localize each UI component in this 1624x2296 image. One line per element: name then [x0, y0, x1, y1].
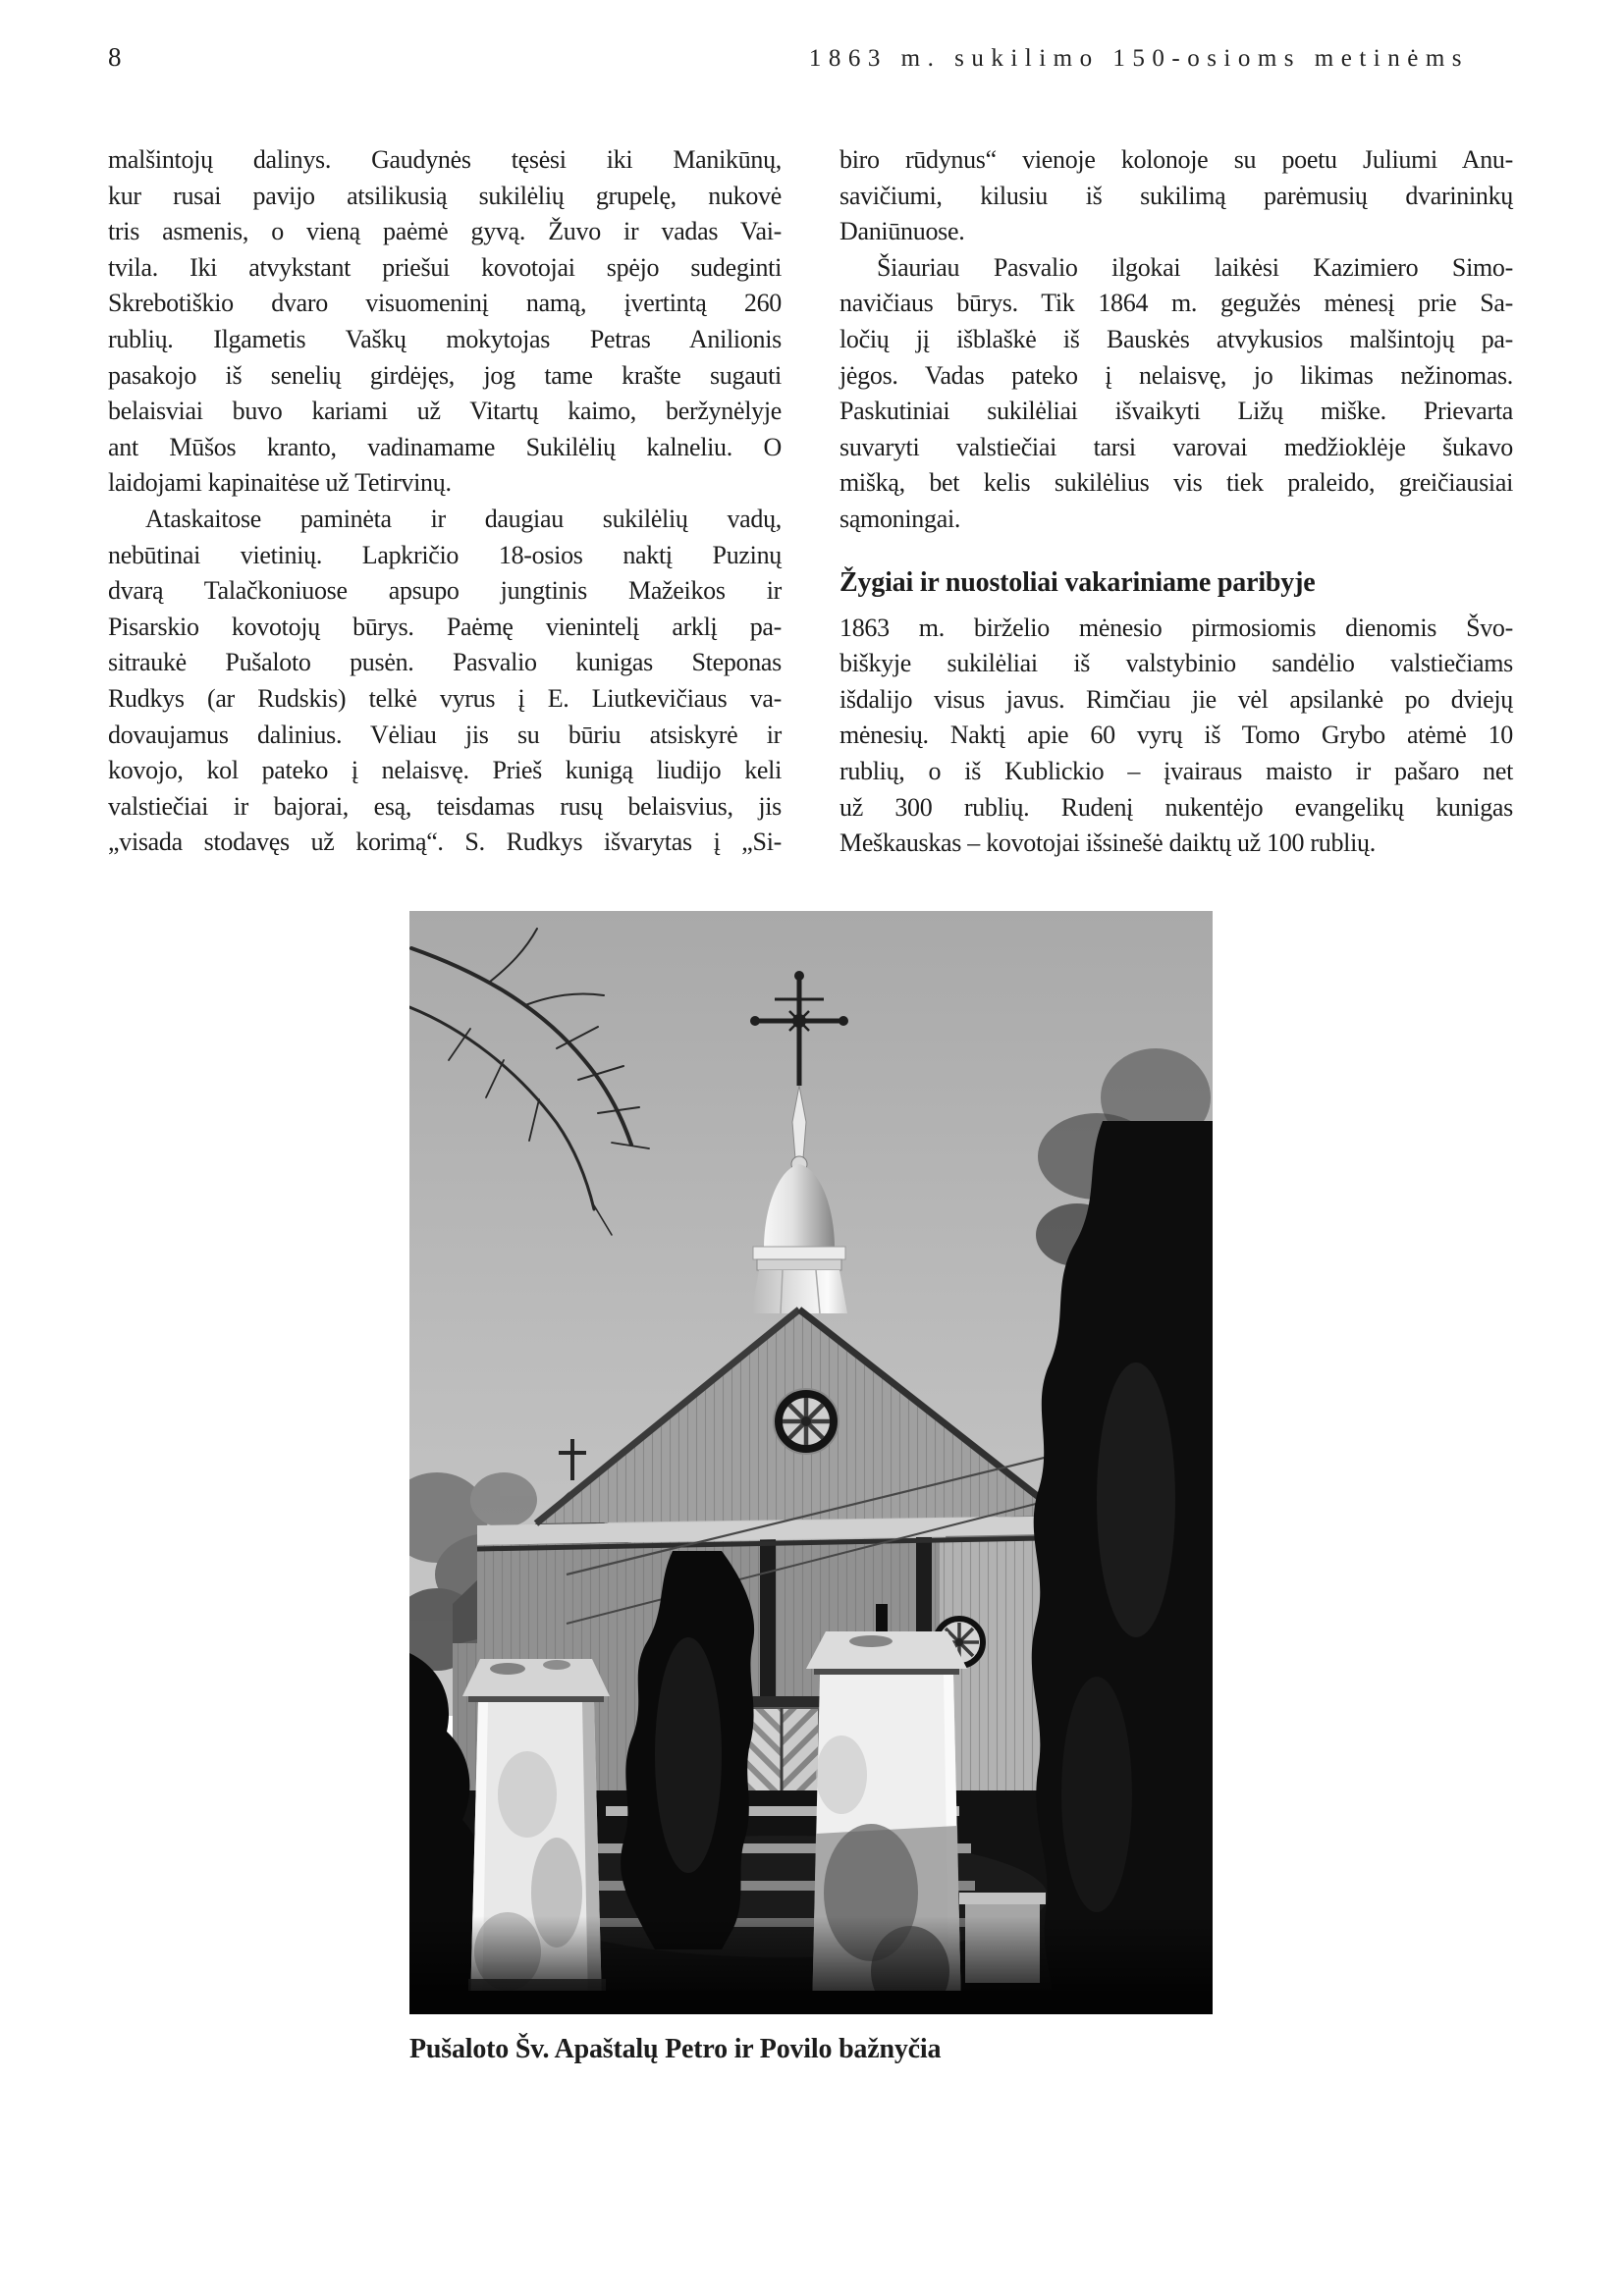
text-line: jėgos. Vadas pateko į nelaisvę, jo likimas nežinomas.: [839, 360, 1513, 390]
conifer-highlight: [655, 1637, 722, 1873]
text-line: valstiečiai ir bajorai, esą, teisdamas rusų belaisvius, jis: [108, 791, 782, 821]
text-line: Meškauskas – kovotojai išsinešė daiktų už 100 rublių.: [839, 828, 1376, 858]
text-line: rublių, o iš Kublickio – įvairaus maisto ir pašaro net: [839, 756, 1513, 785]
text-line: navičiaus būrys. Tik 1864 m. gegužės mėnesį prie Sa-: [839, 289, 1513, 318]
text-line: už 300 rublių. Rudenį nukentėjo evangelikų kunigas: [839, 792, 1513, 822]
text-line: sąmoningai.: [839, 504, 961, 533]
text-line: išdalijo visus javus. Rimčiau jie vėl apsilankė po dviejų: [839, 684, 1513, 714]
text-line: Šiauriau Pasvalio ilgokai laikėsi Kazimiero Simo-: [877, 252, 1513, 282]
text-line: 1863 m. birželio mėnesio pirmosiomis dienomis Švo-: [839, 613, 1513, 642]
text-line: nebūtinai vietinių. Lapkričio 18-osios naktį Puzinų: [108, 540, 782, 569]
text-line: laidojami kapinaitėse už Tetirvinų.: [108, 468, 452, 498]
text-line: Daniūnuose.: [839, 217, 965, 246]
text-line: sitraukė Pušaloto pusėn. Pasvalio kunigas Steponas: [108, 648, 782, 677]
page-number: 8: [108, 42, 122, 72]
rosette-window-upper: [774, 1389, 839, 1454]
text-line: dovaujamus dalinius. Vėliau jis su būriu atsiskyrė ir: [108, 720, 782, 749]
text-line: Pisarskio kovotojų būrys. Paėmę vienintelį arklį pa-: [108, 612, 782, 641]
text-line: mėnesių. Naktį apie 60 vyrų iš Tomo Grybo atėmė 10: [839, 721, 1513, 750]
church-photo-canvas: [409, 911, 1213, 2014]
steeple-drum: [751, 1270, 847, 1313]
text-line: pasakojo iš senelių girdėjęs, jog tame krašte sugauti: [108, 360, 782, 390]
text-line: Rudkys (ar Rudskis) telkė vyrus į E. Liutkevičiaus va-: [108, 683, 782, 713]
church-photo: [409, 911, 1213, 2014]
text-line: tvila. Iki atvykstant priešui kovotojai spėjo sudeginti: [108, 252, 782, 282]
text-line: Ataskaitose paminėta ir daugiau sukilėlių vadų,: [145, 504, 782, 533]
text-line: ločių jį išblaškė iš Bauskės atvykusios malšintojų pa-: [839, 324, 1513, 353]
text-line: ant Mūšos kranto, vadinamame Sukilėlių kalneliu. O: [108, 432, 782, 461]
figure-caption: Pušaloto Šv. Apaštalų Petro ir Povilo bažnyčia: [409, 2034, 942, 2064]
text-line: biškyje sukilėliai iš valstybinio sandėlio valstiečiams: [839, 649, 1513, 678]
text-line: Paskutiniai sukilėliai išvaikyti Ližų miške. Prievarta: [839, 397, 1513, 426]
running-header: 1863 m. sukilimo 150-osioms metinėms: [808, 45, 1469, 72]
text-line: belaisviai buvo kariami už Vitartų kaimo, beržynėlyje: [108, 397, 782, 426]
text-line: „visada stodavęs už korimą“. S. Rudkys išvarytas į „Si-: [108, 828, 782, 857]
text-line: savičiumi, kilusiu iš sukilimą parėmusių dvarininkų: [839, 181, 1513, 210]
text-line: biro rūdynus“ vienoje kolonoje su poetu Juliumi Anu-: [839, 145, 1513, 174]
text-line: Skrebotiškio dvaro visuomeninį namą, įvertintą 260: [108, 289, 782, 318]
left-text-column: [108, 142, 782, 861]
right-text-column: [839, 142, 1513, 862]
text-line: kur rusai pavijo atsilikusią sukilėlių grupelę, nukovė: [108, 181, 782, 210]
section-heading: Žygiai ir nuostoliai vakariniame paribyje: [839, 566, 1316, 598]
text-line: tris asmenis, o vieną paėmė gyvą. Žuvo ir vadas Vai-: [108, 217, 782, 246]
text-line: dvarą Talačkoniuose apsupo jungtinis Mažeikos ir: [108, 576, 782, 606]
text-line: mišką, bet kelis sukilėlius vis tiek praleido, greičiausiai: [839, 468, 1513, 498]
text-line: kovojo, kol pateko į nelaisvę. Prieš kunigą liudijo keli: [108, 756, 782, 785]
text-line: rublių. Ilgametis Vaškų mokytojas Petras Anilionis: [108, 324, 782, 353]
text-line: suvaryti valstiečiai tarsi varovai medžioklėje šukavo: [839, 432, 1513, 461]
text-line: malšintojų dalinys. Gaudynės tęsėsi iki Manikūnų,: [108, 145, 782, 174]
